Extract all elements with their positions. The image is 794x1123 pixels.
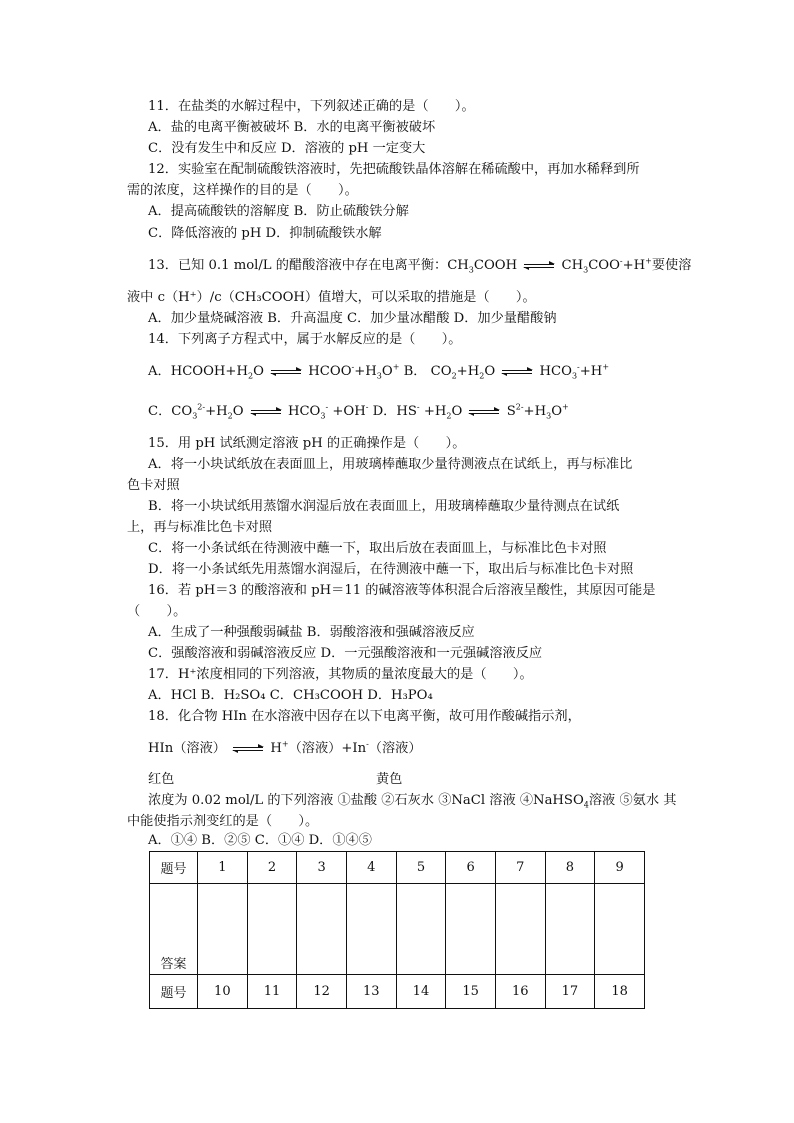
q15-option-b-line2: 上，再与标准比色卡对照 <box>127 520 273 535</box>
q11-options-cd: C．没有发生中和反应 D．溶液的 pH 一定变大 <box>148 141 426 156</box>
q14-options-ab: A．$HCOOH+H_2O$ $HCOO^-+H_3O^+$ B． $CO_2+H_2O$ $HCO_3^-+H^+$ <box>148 362 610 381</box>
equilibrium-arrow-icon <box>271 368 301 376</box>
question-number-cell: 15 <box>446 975 496 1009</box>
q12-options-cd: C．降低溶液的 pH D．抑制硫酸铁水解 <box>148 226 382 241</box>
answer-cell[interactable] <box>297 884 347 975</box>
equilibrium-arrow-icon <box>469 408 499 416</box>
question-number-cell: 4 <box>346 852 396 884</box>
answer-cell[interactable] <box>346 884 396 975</box>
question-number-cell: 14 <box>396 975 446 1009</box>
answer-cell[interactable] <box>495 884 545 975</box>
q17-options: A．HCl B．H₂SO₄ C．CH₃COOH D．H₃PO₄ <box>148 688 433 703</box>
answer-table <box>149 851 645 1009</box>
question-number-label: 题号 <box>150 975 198 1009</box>
question-number-cell: 12 <box>297 975 347 1009</box>
equilibrium-arrow-icon <box>502 368 532 376</box>
equilibrium-arrow-icon <box>524 262 554 270</box>
question-number-cell: 18 <box>595 975 645 1009</box>
q18-options: A．①④ B．②⑤ C．①④ D．①④⑤ <box>148 833 372 848</box>
q18-color-yellow: 黄色 <box>376 772 403 787</box>
q13-options: A．加少量烧碱溶液 B．升高温度 C．加少量冰醋酸 D．加少量醋酸钠 <box>148 311 557 326</box>
q15-option-a-line2: 色卡对照 <box>127 478 180 493</box>
q18-solutions-line2: 中能使指示剂变红的是（ ）。 <box>127 814 319 829</box>
answer-cell[interactable] <box>595 884 645 975</box>
question-number-cell: 7 <box>495 852 545 884</box>
q16-stem-line2: （ ）。 <box>127 604 187 619</box>
q14-options-cd: C．$CO_3^{2-}+H_2O$ $HCO_3^- +OH^-$ D．$HS^- +H_2O$ $S^{2-}+H_3O^+$ <box>148 402 569 421</box>
q14-stem: 14．下列离子方程式中，属于水解反应的是（ ）。 <box>148 332 462 347</box>
q15-option-c: C．将一小条试纸在待测液中蘸一下，取出后放在表面皿上，与标准比色卡对照 <box>148 541 607 556</box>
answer-cell[interactable] <box>396 884 446 975</box>
answer-label: 答案 <box>150 884 198 975</box>
q12-options-ab: A．提高硫酸铁的溶解度 B．防止硫酸铁分解 <box>148 204 409 219</box>
table-row <box>150 975 645 1009</box>
q18-color-red: 红色 <box>148 772 175 787</box>
equilibrium-arrow-icon <box>251 408 281 416</box>
question-number-cell: 9 <box>595 852 645 884</box>
q18-solutions-line1: 浓度为 0.02 mol/L 的下列溶液 ①盐酸 ②石灰水 ③NaCl 溶液 ④NaHSO$_4$溶液 ⑤氨水 其 <box>148 793 677 810</box>
q12-stem-line1: 12．实验室在配制硫酸铁溶液时，先把硫酸铁晶体溶解在稀硫酸中，再加水稀释到所 <box>148 162 640 177</box>
q15-stem: 15．用 pH 试纸测定溶液 pH 的正确操作是（ ）。 <box>148 436 466 451</box>
q13-stem-line1: 13．已知 0.1 mol/L 的醋酸溶液中存在电离平衡：$CH_3COOH$ $CH_3COO^-+H^+$要使溶 <box>148 256 692 275</box>
q15-option-b-line1: B．将一小块试纸用蒸馏水润湿后放在表面皿上，用玻璃棒蘸取少量待测点在试纸 <box>148 499 620 514</box>
question-number-cell: 1 <box>198 852 248 884</box>
q16-options-cd: C．强酸溶液和弱碱溶液反应 D．一元强酸溶液和一元强碱溶液反应 <box>148 646 543 661</box>
question-number-cell: 10 <box>198 975 248 1009</box>
q17-stem: 17．H⁺浓度相同的下列溶液，其物质的量浓度最大的是（ ）。 <box>148 667 533 682</box>
question-number-cell: 13 <box>346 975 396 1009</box>
q18-stem: 18．化合物 HIn 在水溶液中因存在以下电离平衡，故可用作酸碱指示剂， <box>148 709 581 724</box>
question-number-cell: 16 <box>495 975 545 1009</box>
question-number-cell: 6 <box>446 852 496 884</box>
answer-cell[interactable] <box>198 884 248 975</box>
q11-options-ab: A．盐的电离平衡被破坏 B．水的电离平衡被破坏 <box>148 120 436 135</box>
answer-cell[interactable] <box>545 884 595 975</box>
question-number-cell: 11 <box>247 975 297 1009</box>
answer-cell[interactable] <box>446 884 496 975</box>
question-number-cell: 17 <box>545 975 595 1009</box>
table-row <box>150 884 645 975</box>
answer-cell[interactable] <box>247 884 297 975</box>
question-number-cell: 3 <box>297 852 347 884</box>
q11-stem: 11．在盐类的水解过程中，下列叙述正确的是（ ）。 <box>148 99 475 114</box>
q12-stem-line2: 需的浓度，这样操作的目的是（ ）。 <box>127 183 358 198</box>
q15-option-d: D．将一小条试纸先用蒸馏水润湿后，在待测液中蘸一下，取出后与标准比色卡对照 <box>148 562 634 577</box>
q15-option-a-line1: A．将一小块试纸放在表面皿上，用玻璃棒蘸取少量待测液点在试纸上，再与标准比 <box>148 457 633 472</box>
q16-options-ab: A．生成了一种强酸弱碱盐 B．弱酸溶液和强碱溶液反应 <box>148 625 475 640</box>
q16-stem-line1: 16．若 pH＝3 的酸溶液和 pH＝11 的碱溶液等体积混合后溶液呈酸性，其原因可能是 <box>148 583 656 598</box>
question-number-cell: 5 <box>396 852 446 884</box>
question-number-cell: 8 <box>545 852 595 884</box>
question-number-label: 题号 <box>150 852 198 884</box>
q13-stem-line2: 液中 c（H⁺）/c（CH₃COOH）值增大，可以采取的措施是（ ）。 <box>127 290 536 305</box>
q18-equation: HIn（溶液） H+（溶液）+In-（溶液） <box>148 739 422 756</box>
table-row <box>150 852 645 884</box>
question-number-cell: 2 <box>247 852 297 884</box>
equilibrium-arrow-icon <box>233 745 263 753</box>
